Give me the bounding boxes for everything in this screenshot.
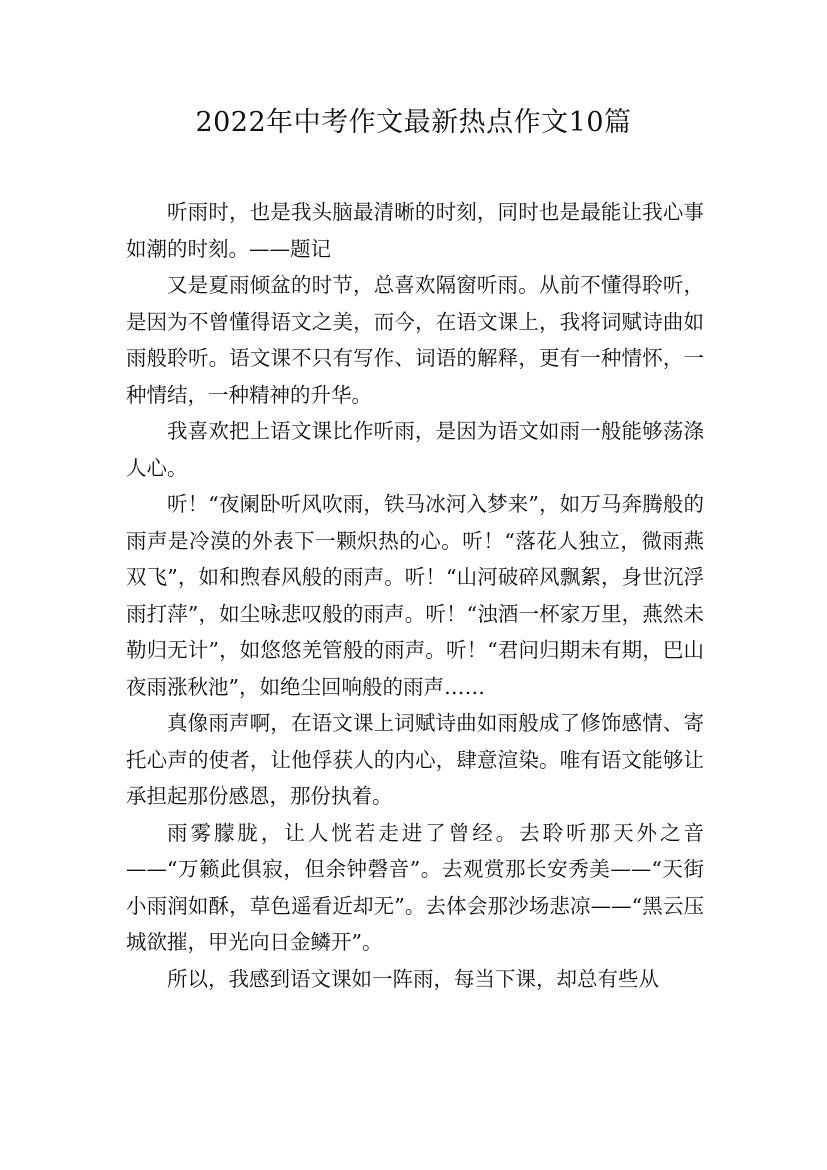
- paragraph-poem-sounds: 听！“夜阑卧听风吹雨，铁马冰河入梦来”，如万马奔腾般的雨声是冷漠的外表下一颗炽热的心。听！“落花人独立，微雨燕双飞”，如和煦春风般的雨声。听！“山河破碎风飘絮，身世沉浮雨打萍”，如尘咏悲叹般的雨声。听！“浊酒一杯家万里，燕然未勒归无计”，如悠悠羌管般的雨声。听！“君问归期未有期，巴山夜雨涨秋池”，如绝尘回响般的雨声……: [126, 492, 704, 699]
- paragraph-misty-rain: 雨雾朦胧，让人恍若走进了曾经。去聆听那天外之音——“万籁此俱寂，但余钟磬音”。去观赏那长安秀美——“天街小雨润如酥，草色遥看近却无”。去体会那沙场悲凉——“黑云压城欲摧，甲光向日金鳞开”。: [126, 820, 704, 954]
- paragraph-conclusion: 所以，我感到语文课如一阵雨，每当下课，却总有些从: [167, 966, 659, 991]
- document-title: 2022年中考作文最新热点作文10篇: [195, 107, 632, 138]
- document-body: [126, 194, 704, 997]
- paragraph-epigraph: 听雨时，也是我头脑最清晰的时刻，同时也是最能让我心事如潮的时刻。——题记: [126, 200, 704, 261]
- paragraph-summer-rain: 又是夏雨倾盆的时节，总喜欢隔窗听雨。从前不懂得聆听，是因为不曾懂得语文之美，而今，在语文课上，我将词赋诗曲如雨般聆听。语文课不只有写作、词语的解释，更有一种情怀，一种情结，一种精神的升华。: [126, 273, 704, 407]
- paragraph-rain-voice: 真像雨声啊，在语文课上词赋诗曲如雨般成了修饰感情、寄托心声的使者，让他俘获人的内心，肆意渲染。唯有语文能够让承担起那份感恩，那份执着。: [126, 711, 704, 808]
- paragraph-comparison: 我喜欢把上语文课比作听雨，是因为语文如雨一般能够荡涤人心。: [126, 419, 704, 480]
